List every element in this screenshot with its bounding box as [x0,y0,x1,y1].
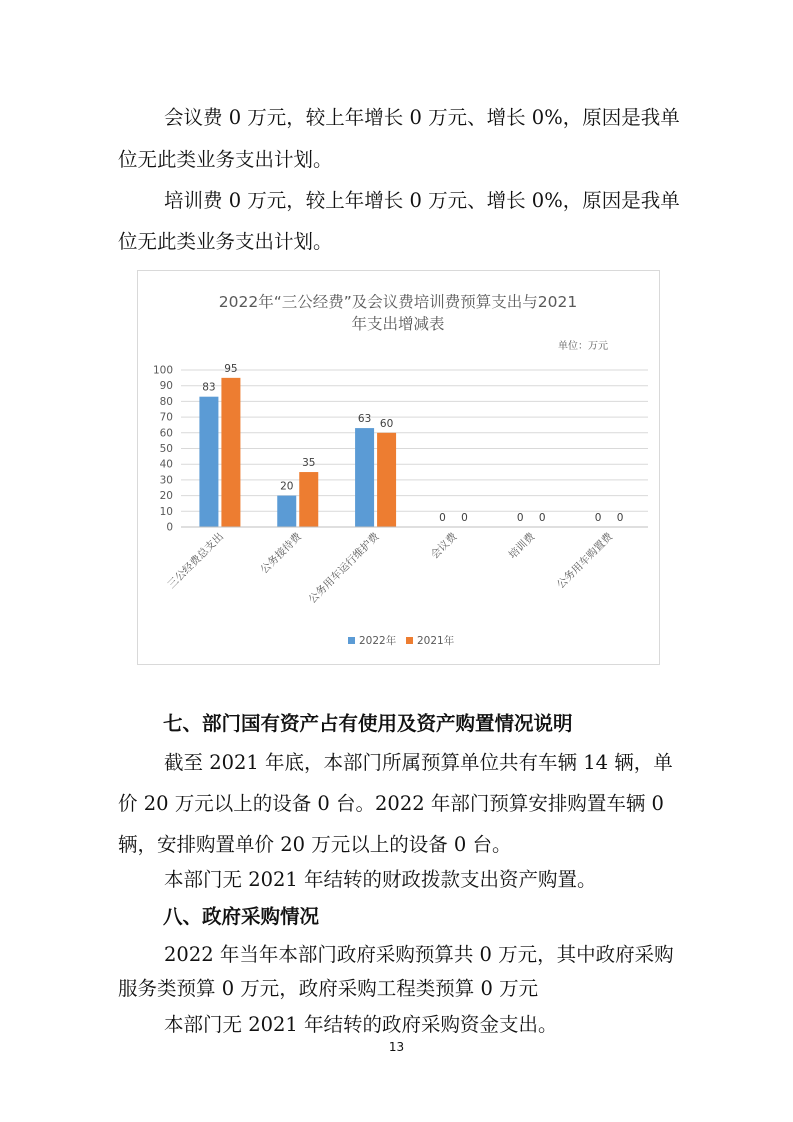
data-label: 0 [461,512,468,524]
bar [355,428,374,527]
bar [377,433,396,527]
data-label: 95 [224,362,238,375]
x-category-label: 三公经费总支出 [165,530,227,592]
text-line: 价 20 万元以上的设备 0 台。2022 年部门预算安排购置车辆 0 [118,792,664,815]
bar [221,378,240,527]
x-category-label: 公务接待费 [258,530,304,577]
text-line: 2022 年当年本部门政府采购预算共 0 万元，其中政府采购 [164,943,674,966]
text-line: 截至 2021 年底，本部门所属预算单位共有车辆 14 辆，单 [164,751,673,774]
paragraph-meeting-fee [118,104,678,132]
chart-canvas [138,271,659,664]
data-label: 20 [280,480,294,493]
x-category-label: 公务用车购置费 [554,530,616,592]
legend-label: 2022年 [359,635,397,647]
data-label: 0 [439,512,446,524]
paragraph-assets-cont-2 [118,831,678,859]
y-tick-label: 50 [159,443,173,455]
chart-unit-label: 单位：万元 [558,341,608,352]
data-label: 0 [594,512,602,524]
y-tick-label: 70 [159,411,173,424]
x-category-label: 会议费 [428,530,460,562]
paragraph-assets-carryover [118,866,678,894]
text-line: 本部门无 2021 年结转的财政拨款支出资产购置。 [164,868,597,891]
data-label: 60 [379,417,394,430]
legend-swatch [348,637,355,644]
paragraph-assets [118,749,678,777]
y-tick-label: 80 [159,395,173,408]
paragraph-procurement-cont [118,975,678,1003]
y-tick-label: 60 [159,427,173,440]
text-line: 位无此类业务支出计划。 [118,148,333,171]
data-label: 83 [202,381,216,394]
paragraph-procurement-carryover [118,1011,678,1039]
text-line: 辆，安排购置单价 20 万元以上的设备 0 台。 [118,833,512,856]
legend-label: 2021年 [417,635,455,647]
budget-chart [137,270,660,665]
chart-title-line1: 2022年“三公经费”及会议费培训费预算支出与2021 [218,293,578,311]
y-tick-label: 0 [166,521,173,534]
text-line: 培训费 0 万元，较上年增长 0 万元、增长 0%，原因是我单 [164,189,680,212]
y-tick-label: 10 [159,505,173,518]
paragraph-training-fee-cont [118,228,678,256]
data-label: 0 [538,512,546,524]
paragraph-meeting-fee-cont [118,146,678,174]
y-tick-label: 30 [159,474,173,487]
section-8-heading: 八、政府采购情况 [163,905,320,928]
x-category-label: 培训费 [506,530,538,562]
data-label: 0 [516,512,524,524]
text-line: 会议费 0 万元，较上年增长 0 万元、增长 0%，原因是我单 [164,106,680,129]
data-label: 63 [357,413,372,426]
text-line: 本部门无 2021 年结转的政府采购资金支出。 [164,1013,558,1036]
bar [299,472,318,527]
paragraph-procurement [118,941,678,969]
page-number: 13 [388,1040,405,1054]
chart-title-line2: 年支出增减表 [351,315,445,333]
text-line: 位无此类业务支出计划。 [118,230,333,253]
data-label: 0 [616,512,624,524]
legend-swatch [406,637,413,644]
y-tick-label: 90 [159,380,173,393]
y-tick-label: 100 [152,364,173,377]
paragraph-training-fee [118,187,678,215]
x-category-label: 公务用车运行维护费 [306,530,382,606]
y-tick-label: 40 [159,458,173,471]
paragraph-assets-cont-1 [118,790,678,818]
data-label: 35 [302,457,316,470]
y-tick-label: 20 [159,490,173,503]
bar [199,397,218,527]
bar [277,496,296,527]
text-line: 服务类预算 0 万元，政府采购工程类预算 0 万元 [118,977,539,1000]
section-7-heading: 七、部门国有资产占有使用及资产购置情况说明 [163,712,573,735]
